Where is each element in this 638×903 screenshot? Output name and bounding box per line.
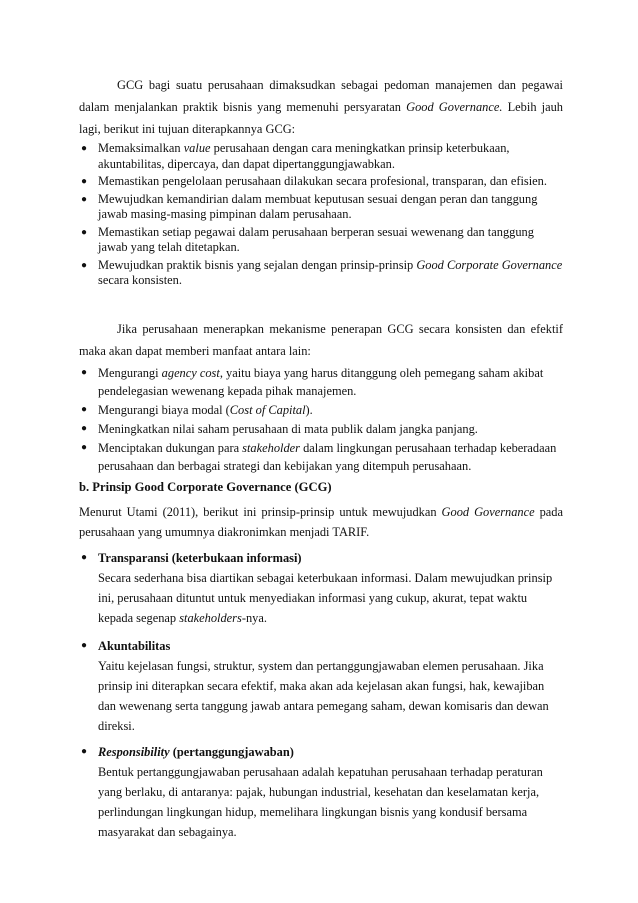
principle-title: Transparansi (keterbukaan informasi) — [98, 551, 302, 565]
list-item: ● Mengurangi biaya modal (Cost of Capital). — [81, 403, 313, 417]
principle-body: Secara sederhana bisa diartikan sebagai keterbukaan informasi. Dalam mewujudkan prinsip ini, perusahaan dituntut untuk menyediakan informasi yang cukup, akurat, tepat waktu kepada segenap stakeholders-nya. — [98, 571, 553, 625]
list-item: ● Mewujudkan praktik bisnis yang sejalan dengan prinsip-prinsip Good Corporate Governance secara konsisten. — [81, 257, 563, 287]
principle-title: Akuntabilitas — [98, 639, 171, 653]
list-item: ● Meningkatkan nilai saham perusahaan di mata publik dalam jangka panjang. — [81, 422, 478, 436]
list-item: ● Transparansi (keterbukaan informasi) Secara sederhana bisa diartikan sebagai keterbukaan informasi. Dalam mewujudkan prinsip ini, perusahaan dituntut untuk menyediakan informasi yang cukup, akurat, tepat waktu kepada segenap stakeholders-nya. — [79, 548, 563, 628]
section-heading: b. Prinsip Good Corporate Governance (GCG) — [79, 480, 332, 494]
list-item: ● Memastikan setiap pegawai dalam perusahaan berperan sesuai wewenang dan tanggung jawab yang telah ditetapkan. — [81, 224, 534, 254]
principle-title: Responsibility (pertanggungjawaban) — [98, 745, 294, 759]
goals-list — [79, 141, 563, 291]
principle-akuntabilitas — [79, 636, 563, 736]
list-item: ● Memaksimalkan value perusahaan dengan cara meningkatkan prinsip keterbukaan, akuntabilitas, dipercaya, dan dapat dipertanggungjawabkan. — [81, 141, 510, 171]
benefits-intro: Jika perusahaan menerapkan mekanisme penerapan GCG secara konsisten dan efektif maka akan dapat memberi manfaat antara lain: — [79, 322, 563, 358]
principle-responsibility — [79, 742, 563, 842]
list-item: ● Mewujudkan kemandirian dalam membuat keputusan sesuai dengan peran dan tanggung jawab masing-masing pimpinan dalam perusahaan. — [81, 191, 538, 221]
intro-paragraph: GCG bagi suatu perusahaan dimaksudkan sebagai pedoman manajemen dan pegawai dalam menjalankan praktik bisnis yang memenuhi persyaratan Good Governance. Lebih jauh lagi, berikut ini tujuan diterapkannya GCG: — [79, 78, 563, 136]
list-item: ● Akuntabilitas Yaitu kejelasan fungsi, struktur, system dan pertanggungjawaban elemen perusahaan. Jika prinsip ini diterapkan secara efektif, maka akan ada kejelasan akan fungsi, hak, kewajiban dan wewenang serta tanggung jawab antara pemegang saham, dewan komisaris dan dewan direksi. — [79, 636, 563, 736]
list-item: ● Menciptakan dukungan para stakeholder dalam lingkungan perusahaan terhadap keberadaan perusahaan dan berbagai strategi dan kebijakan yang ditempuh perusahaan. — [81, 441, 557, 473]
list-item: ● Memastikan pengelolaan perusahaan dilakukan secara profesional, transparan, dan efisien. — [81, 174, 547, 188]
principle-transparansi — [79, 548, 563, 628]
benefits-list — [79, 364, 563, 476]
list-item: ● Mengurangi agency cost, yaitu biaya yang harus ditanggung oleh pemegang saham akibat pendelegasian wewenang kepada pihak manajemen. — [81, 366, 544, 398]
principles-intro: Menurut Utami (2011), berikut ini prinsip-prinsip untuk mewujudkan Good Governance pada perusahaan yang umumnya diakronimkan menjadi TARIF. — [79, 505, 563, 539]
list-item: ● Responsibility (pertanggungjawaban) Bentuk pertanggungjawaban perusahaan adalah kepatuhan perusahaan terhadap peraturan yang berlaku, di antaranya: pajak, hubungan industrial, kesehatan dan keselamatan kerja, perlindungan lingkungan hidup, memelihara lingkungan bisnis yang kondusif bersama masyarakat dan sebagainya. — [79, 742, 563, 842]
principle-body: Bentuk pertanggungjawaban perusahaan adalah kepatuhan perusahaan terhadap peraturan yang berlaku, di antaranya: pajak, hubungan industrial, kesehatan dan keselamatan kerja, perlindungan lingkungan hidup, memelihara lingkungan bisnis yang kondusif bersama masyarakat dan sebagainya. — [98, 765, 543, 839]
principle-body: Yaitu kejelasan fungsi, struktur, system dan pertanggungjawaban elemen perusahaan. Jika prinsip ini diterapkan secara efektif, maka akan ada kejelasan akan fungsi, hak, kewajiban dan wewenang serta tanggung jawab antara pemegang saham, dewan komisaris dan dewan direksi. — [98, 659, 549, 733]
